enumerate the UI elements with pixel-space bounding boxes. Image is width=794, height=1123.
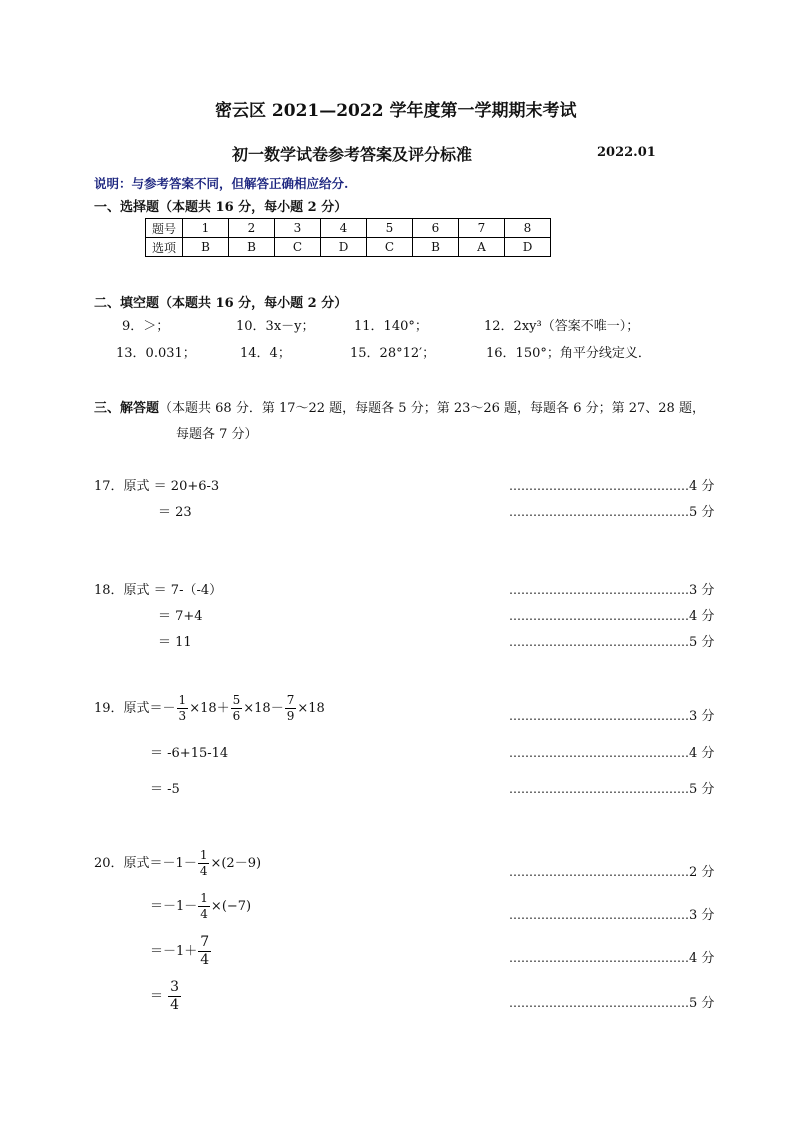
q19-prefix: 19．原式＝－ [94, 701, 176, 716]
denominator: 4 [200, 907, 208, 921]
question-number: 5 [367, 219, 413, 238]
score-line [509, 579, 714, 598]
score: 5 分 [689, 635, 715, 650]
answer-cell: D [505, 238, 551, 257]
dot-leader: ……………………………………… [509, 951, 689, 965]
table-row [146, 219, 551, 238]
question-number: 3 [275, 219, 321, 238]
q19-line-1 [94, 693, 325, 724]
score: 3 分 [689, 709, 715, 724]
choice-answer-table [145, 218, 551, 257]
numerator: 5 [232, 693, 241, 707]
answer-cell: D [321, 238, 367, 257]
section3-heading-line2: 每题各 7 分） [176, 427, 258, 442]
denominator: 4 [200, 952, 210, 968]
grading-note: 说明：与参考答案不同，但解答正确相应给分. [94, 176, 349, 191]
q20-prefix: ＝ [150, 989, 164, 1004]
dot-leader: ……………………………………… [509, 505, 689, 519]
q19-term: ×18－ [243, 701, 284, 716]
section3-heading-title: 三、解答题 [94, 401, 160, 416]
q20-prefix: ＝－1－ [150, 899, 198, 914]
fill-answer-14: 14．4； [240, 346, 291, 361]
dot-leader: ……………………………………… [509, 583, 689, 597]
q19-line-2: ＝ -6+15-14 [150, 746, 229, 761]
fill-answer-13: 13．0.031； [116, 346, 196, 361]
answer-key-subtitle: 初一数学试卷参考答案及评分标准 [232, 145, 473, 164]
q20-line-3 [150, 934, 212, 969]
table-row-label: 题号 [146, 219, 183, 238]
dot-leader: ……………………………………… [509, 782, 689, 796]
q19-term: ×18＋ [189, 701, 230, 716]
dot-leader: ……………………………………… [509, 996, 689, 1010]
q20-line-2 [150, 891, 251, 922]
dot-leader: ……………………………………… [509, 746, 689, 760]
question-number: 4 [321, 219, 367, 238]
q19-term: ×18 [297, 701, 325, 716]
section1-heading: 一、选择题（本题共 16 分，每小题 2 分） [94, 200, 348, 215]
q20-line-4 [150, 979, 182, 1014]
score-line [509, 705, 714, 724]
score: 4 分 [689, 479, 715, 494]
section3-heading-desc: （本题共 68 分．第 17～22 题，每题各 5 分；第 23～26 题，每题各 6 分；第 27、28 题， [159, 401, 705, 416]
score-line [509, 992, 714, 1011]
fill-answer-16: 16．150°；角平分线定义． [486, 346, 651, 361]
score: 5 分 [689, 996, 715, 1011]
score: 4 分 [689, 951, 715, 966]
score-line [509, 501, 714, 520]
exam-date: 2022.01 [597, 145, 656, 160]
numerator: 7 [286, 693, 295, 707]
fraction [285, 693, 297, 724]
fill-answer-9: 9．＞； [122, 319, 170, 334]
answer-cell: C [367, 238, 413, 257]
score: 4 分 [689, 746, 715, 761]
numerator: 1 [199, 848, 208, 862]
numerator: 7 [200, 934, 210, 950]
section3-heading [94, 397, 705, 416]
score: 5 分 [689, 505, 715, 520]
numerator: 1 [178, 693, 187, 707]
q20-prefix: 20．原式＝－1－ [94, 856, 197, 871]
dot-leader: ……………………………………… [509, 908, 689, 922]
score-line [509, 475, 714, 494]
fraction [231, 693, 243, 724]
fill-answer-11: 11．140°； [354, 319, 428, 334]
q19-line-3: ＝ -5 [150, 782, 180, 797]
fraction [177, 693, 189, 724]
score-line [509, 742, 714, 761]
fraction [198, 891, 210, 922]
score: 3 分 [689, 583, 715, 598]
fraction [198, 848, 210, 879]
dot-leader: ……………………………………… [509, 479, 689, 493]
question-number: 8 [505, 219, 551, 238]
denominator: 6 [232, 709, 241, 723]
question-number: 1 [183, 219, 229, 238]
question-number: 7 [459, 219, 505, 238]
q20-suffix: ×(−7) [210, 899, 252, 914]
score-line [509, 861, 714, 880]
score: 5 分 [689, 782, 715, 797]
score: 3 分 [689, 908, 715, 923]
q17-line-1: 17．原式 ＝ 20+6-3 [94, 479, 220, 494]
score: 4 分 [689, 609, 715, 624]
answer-cell: B [413, 238, 459, 257]
fill-answer-12: 12．2xy³（答案不唯一）； [484, 319, 640, 334]
q18-line-2: ＝ 7+4 [158, 609, 203, 624]
q20-suffix: ×(2－9) [210, 856, 262, 871]
dot-leader: ……………………………………… [509, 865, 689, 879]
score: 2 分 [689, 865, 715, 880]
table-row-label: 选项 [146, 238, 183, 257]
q18-line-1: 18．原式 ＝ 7-（-4） [94, 583, 223, 598]
answer-cell: C [275, 238, 321, 257]
dot-leader: ……………………………………… [509, 609, 689, 623]
q20-line-1 [94, 848, 261, 879]
q18-line-3: ＝ 11 [158, 635, 192, 650]
score-line [509, 904, 714, 923]
answer-cell: B [229, 238, 275, 257]
fill-answer-10: 10．3x－y； [236, 319, 315, 334]
exam-title: 密云区 2021—2022 学年度第一学期期末考试 [215, 101, 577, 121]
denominator: 3 [178, 709, 187, 723]
question-number: 2 [229, 219, 275, 238]
section2-heading: 二、填空题（本题共 16 分，每小题 2 分） [94, 296, 348, 311]
numerator: 3 [170, 979, 180, 995]
denominator: 9 [286, 709, 295, 723]
table-row [146, 238, 551, 257]
dot-leader: ……………………………………… [509, 635, 689, 649]
denominator: 4 [199, 864, 208, 878]
denominator: 4 [170, 997, 180, 1013]
score-line [509, 605, 714, 624]
score-line [509, 947, 714, 966]
dot-leader: ……………………………………… [509, 709, 689, 723]
q17-line-2: ＝ 23 [158, 505, 192, 520]
fill-answer-15: 15．28°12′； [350, 346, 436, 361]
numerator: 1 [200, 891, 208, 905]
answer-cell: A [459, 238, 505, 257]
question-number: 6 [413, 219, 459, 238]
fraction [198, 934, 211, 969]
answer-cell: B [183, 238, 229, 257]
fraction [168, 979, 181, 1014]
q20-prefix: ＝－1＋ [150, 944, 198, 959]
score-line [509, 631, 714, 650]
score-line [509, 778, 714, 797]
